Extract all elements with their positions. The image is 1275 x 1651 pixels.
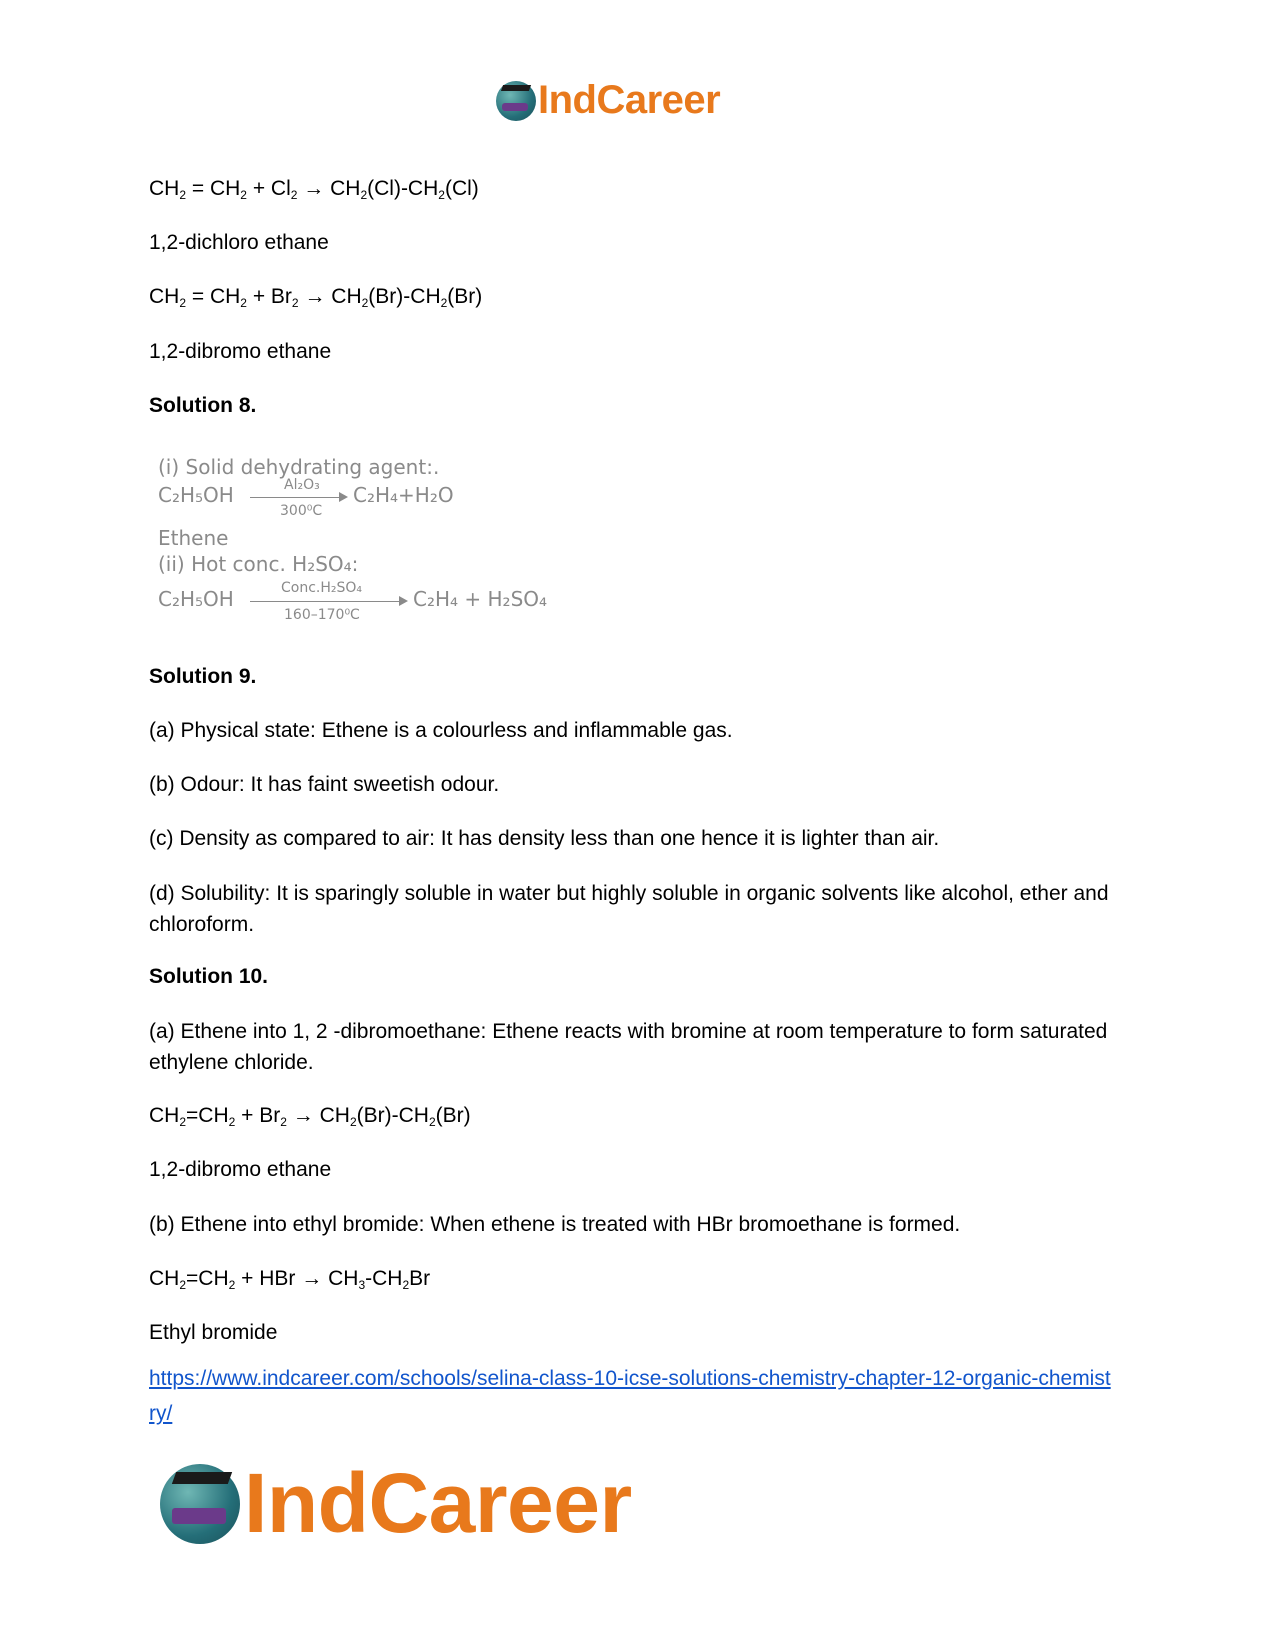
figure-product-1: C₂H₄+H₂O bbox=[353, 483, 454, 507]
equation-hbr-addition: $CH_2=CH_2$ + HBr → $CH_3-CH_2Br$ bbox=[149, 1267, 431, 1292]
equation-chlorination: $CH_2 = CH_2 + Cl_2 \to CH_2(Cl)-CH_2(Cl)$ bbox=[149, 177, 479, 202]
arrow-head-2 bbox=[399, 596, 408, 606]
figure-temperature-2: 160–170⁰C bbox=[284, 607, 360, 623]
equation-bromination: $CH_2 = CH_2 + Br_2 \to CH_2(Br)-CH_2(Br)$ bbox=[149, 285, 483, 310]
reaction-arrow-1 bbox=[250, 497, 340, 498]
figure-catalyst-1: Al₂O₃ bbox=[284, 477, 320, 493]
figure-catalyst-2: Conc.H₂SO₄ bbox=[281, 580, 363, 596]
footer-logo-text: IndCareer bbox=[244, 1456, 632, 1550]
solution-9c: (c) Density as compared to air: It has density less than one hence it is lighter than air. bbox=[149, 827, 940, 850]
footer-logo bbox=[160, 1455, 632, 1552]
globe-icon bbox=[496, 81, 536, 121]
solution-8-heading: Solution 8. bbox=[149, 394, 257, 417]
figure-reactant-2: C₂H₅OH bbox=[158, 587, 234, 611]
product-name-dibromoethane-2: 1,2-dibromo ethane bbox=[149, 1158, 332, 1181]
solution-9-heading: Solution 9. bbox=[149, 665, 257, 688]
dehydration-reaction-figure bbox=[158, 455, 578, 645]
logo-text: IndCareer bbox=[538, 78, 721, 122]
equation-bromine-addition: $CH_2=CH_2 + Br_2 \to CH_2(Br)-CH_2(Br)$ bbox=[149, 1104, 471, 1129]
solution-10-heading: Solution 10. bbox=[149, 965, 269, 988]
solution-10a: (a) Ethene into 1, 2 -dibromoethane: Ethene reacts with bromine at room temperature to form saturated ethylene chloride. bbox=[149, 1020, 1108, 1074]
figure-reactant-1: C₂H₅OH bbox=[158, 483, 234, 507]
figure-temperature-1: 300⁰C bbox=[280, 503, 323, 519]
product-name-dichloroethane: 1,2-dichloro ethane bbox=[149, 231, 329, 254]
solution-10b: (b) Ethene into ethyl bromide: When ethene is treated with HBr bromoethane is formed. bbox=[149, 1213, 961, 1236]
figure-line-solid-agent: (i) Solid dehydrating agent:. bbox=[158, 455, 440, 479]
figure-product-2: C₂H₄ + H₂SO₄ bbox=[413, 587, 548, 611]
arrow-head-1 bbox=[339, 492, 348, 502]
solution-9d: (d) Solubility: It is sparingly soluble in water but highly soluble in organic solvents like alcohol, ether and chloroform. bbox=[149, 882, 1109, 936]
figure-line-hot-acid: (ii) Hot conc. H₂SO₄: bbox=[158, 552, 359, 576]
reaction-arrow-2 bbox=[250, 601, 400, 602]
figure-ethene-label: Ethene bbox=[158, 526, 229, 550]
solution-9a: (a) Physical state: Ethene is a colourless and inflammable gas. bbox=[149, 719, 733, 742]
product-name-ethyl-bromide: Ethyl bromide bbox=[149, 1321, 278, 1344]
footer-globe-icon bbox=[160, 1464, 240, 1544]
header-logo bbox=[496, 78, 720, 123]
solution-9b: (b) Odour: It has faint sweetish odour. bbox=[149, 773, 500, 796]
source-link[interactable]: https://www.indcareer.com/schools/selina-class-10-icse-solutions-chemistry-chapter-12-organic-chemistry/ bbox=[149, 1367, 1111, 1425]
product-name-dibromoethane: 1,2-dibromo ethane bbox=[149, 340, 332, 363]
